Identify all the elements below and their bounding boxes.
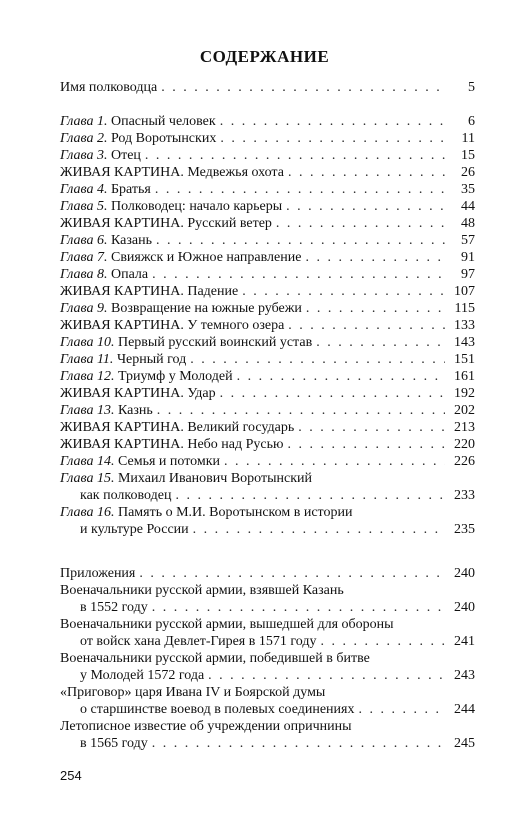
chapter-number: Глава 10.	[60, 335, 115, 350]
toc-entry-title: ЖИВАЯ КАРТИНА. У темного озера	[60, 318, 285, 333]
toc-page-number: 240	[454, 600, 475, 615]
toc-page-number: 48	[461, 216, 475, 231]
dot-leader	[208, 667, 445, 684]
toc-entry-label	[60, 487, 171, 504]
toc-page-number: 107	[454, 284, 475, 299]
dot-leader	[161, 79, 445, 96]
dot-leader	[156, 232, 445, 249]
toc-entry-label	[60, 436, 283, 453]
toc-entry-label	[60, 283, 238, 300]
toc-entry[interactable]	[60, 419, 475, 436]
toc-entry[interactable]	[60, 351, 475, 368]
chapter-number: Глава 13.	[60, 403, 115, 418]
dot-leader	[237, 368, 445, 385]
toc-entry-title: о старшинстве воевод в полевых соединениях	[80, 702, 355, 717]
toc-entry-first-line	[60, 470, 475, 487]
toc-entry-title: Первый русский воинский устав	[114, 335, 313, 350]
toc-entry-label	[60, 79, 157, 96]
toc-entry-label	[60, 266, 148, 283]
chapter-number: Глава 5.	[60, 199, 108, 214]
toc-entry-label	[60, 334, 312, 351]
chapter-number: Глава 12.	[60, 369, 115, 384]
toc-row	[60, 79, 475, 96]
toc-entry-title: у Молодей 1572 года	[80, 668, 205, 683]
toc-entry-label	[60, 232, 152, 249]
toc-entry-title: Имя полководца	[60, 80, 158, 95]
dot-leader	[145, 147, 445, 164]
toc-row	[60, 317, 475, 334]
toc-entry-title: Опасный человек	[107, 114, 216, 129]
toc-page-number: 243	[454, 668, 475, 683]
toc-entry[interactable]	[60, 300, 475, 317]
toc-page-number: 57	[461, 233, 475, 248]
toc-entry[interactable]	[60, 368, 475, 385]
toc-row	[60, 487, 475, 504]
appendix-item-continuation[interactable]	[60, 701, 475, 718]
toc-entry[interactable]	[60, 113, 475, 130]
toc-entry-label	[60, 351, 186, 368]
toc-page-number: 240	[454, 566, 475, 581]
toc-entry-label	[60, 419, 294, 436]
toc-entry-label	[60, 385, 216, 402]
chapter-number: Глава 15.	[60, 471, 115, 486]
toc-page-number: 241	[454, 634, 475, 649]
toc-row	[60, 232, 475, 249]
toc-entry[interactable]	[60, 249, 475, 266]
appendix-entry[interactable]	[60, 565, 475, 582]
appendix-item-continuation[interactable]	[60, 667, 475, 684]
toc-entry-title: ЖИВАЯ КАРТИНА. Великий государь	[60, 420, 295, 435]
toc-entry-label	[60, 402, 153, 419]
chapter-number: Глава 4.	[60, 182, 108, 197]
toc-row	[60, 300, 475, 317]
appendix-item-continuation[interactable]	[60, 735, 475, 752]
toc-entry-label	[60, 599, 148, 616]
toc-entry-title: и культуре России	[80, 522, 189, 537]
toc-entry-label	[60, 565, 135, 582]
appendix-item-first-line: «Приговор» царя Ивана IV и Боярской думы	[60, 685, 326, 700]
dot-leader	[157, 402, 445, 419]
toc-entry-title: от войск хана Девлет-Гирея в 1571 году	[80, 634, 317, 649]
toc-entry-title: ЖИВАЯ КАРТИНА. Падение	[60, 284, 239, 299]
toc-entry-title: ЖИВАЯ КАРТИНА. Медвежья охота	[60, 165, 284, 180]
toc-row	[60, 453, 475, 470]
toc-entry-title: Возвращение на южные рубежи	[107, 301, 302, 316]
toc-row	[60, 215, 475, 232]
toc-row	[60, 368, 475, 385]
toc-entry[interactable]	[60, 436, 475, 453]
toc-entry-label	[60, 130, 216, 147]
appendix-item[interactable]	[60, 582, 475, 616]
toc-entry-title: как полководец	[80, 488, 172, 503]
dot-leader	[190, 351, 445, 368]
dot-leader	[220, 113, 445, 130]
toc-entry[interactable]	[60, 198, 475, 215]
toc-page-number: 213	[454, 420, 475, 435]
toc-entry[interactable]	[60, 232, 475, 249]
chapter-number: Глава 11.	[60, 352, 114, 367]
toc-entry-title: Михаил Иванович Воротынский	[114, 471, 312, 486]
toc-row	[60, 130, 475, 147]
toc-entry-title: Память о М.И. Воротынском в истории	[114, 505, 353, 520]
toc-page-number: 244	[454, 702, 475, 717]
toc-page-number: 220	[454, 437, 475, 452]
chapter-number: Глава 3.	[60, 148, 108, 163]
toc-row	[60, 419, 475, 436]
toc-entry-title: ЖИВАЯ КАРТИНА. Небо над Русью	[60, 437, 284, 452]
toc-entry-title: ЖИВАЯ КАРТИНА. Удар	[60, 386, 216, 401]
toc-entry-continuation[interactable]	[60, 487, 475, 504]
dot-leader	[358, 701, 445, 718]
toc-page-number: 202	[454, 403, 475, 418]
chapter-number: Глава 1.	[60, 114, 108, 129]
toc-entry-title: Триумф у Молодей	[114, 369, 233, 384]
toc-page-number: 192	[454, 386, 475, 401]
toc-entry-label	[60, 215, 272, 232]
toc-row	[60, 599, 475, 616]
toc-page-number: 235	[454, 522, 475, 537]
toc-entry-title: Казнь	[114, 403, 153, 418]
toc-entry-title: Семья и потомки	[114, 454, 221, 469]
dot-leader	[316, 334, 445, 351]
chapter-number: Глава 14.	[60, 454, 115, 469]
toc-page-number: 26	[461, 165, 475, 180]
toc-page-number: 151	[454, 352, 475, 367]
toc-row	[60, 147, 475, 164]
toc-page-number: 35	[461, 182, 475, 197]
toc-page-number: 161	[454, 369, 475, 384]
toc-entry-label	[60, 181, 151, 198]
dot-leader	[220, 130, 445, 147]
toc-entry-label	[60, 300, 302, 317]
toc-row	[60, 198, 475, 215]
toc-page-number: 15	[461, 148, 475, 163]
toc-entry[interactable]	[60, 79, 475, 96]
toc-page-number: 11	[461, 131, 475, 146]
appendix-item-first-line: Военачальники русской армии, взявшей Казань	[60, 583, 344, 598]
appendix-item[interactable]	[60, 650, 475, 684]
toc-row	[60, 701, 475, 718]
toc-row	[60, 283, 475, 300]
toc-row	[60, 436, 475, 453]
toc-entry[interactable]	[60, 402, 475, 419]
toc-entry-label	[60, 147, 141, 164]
toc-entry-label	[60, 113, 216, 130]
toc-entry-title: Братья	[107, 182, 151, 197]
toc-entry-label	[60, 453, 220, 470]
toc-entry-title: Черный год	[113, 352, 187, 367]
appendix-item[interactable]	[60, 616, 475, 650]
toc-entry-title: Опала	[107, 267, 149, 282]
toc-entry[interactable]	[60, 470, 475, 504]
toc-row	[60, 334, 475, 351]
toc-page-number: 233	[454, 488, 475, 503]
toc-row	[60, 181, 475, 198]
dot-leader	[298, 419, 445, 436]
dot-leader	[139, 565, 445, 582]
toc-entry-title: ЖИВАЯ КАРТИНА. Русский ветер	[60, 216, 272, 231]
toc-entry-title: Казань	[107, 233, 152, 248]
toc-entry[interactable]	[60, 504, 475, 538]
toc-entry[interactable]	[60, 164, 475, 181]
toc-entry-label	[60, 249, 301, 266]
toc-page-number: 115	[454, 301, 475, 316]
toc-entry-label	[60, 198, 282, 215]
toc-row	[60, 351, 475, 368]
toc-entry-title: Свияжск и Южное направление	[107, 250, 302, 265]
appendix-item-first-line: Военачальники русской армии, вышедшей для обороны	[60, 617, 394, 632]
toc-page-number: 226	[454, 454, 475, 469]
toc-page-number: 44	[461, 199, 475, 214]
toc-entry[interactable]	[60, 130, 475, 147]
toc-entry-label	[60, 667, 204, 684]
page-number: 254	[60, 768, 82, 783]
chapter-number: Глава 8.	[60, 267, 108, 282]
toc-page-number: 6	[468, 114, 475, 129]
dot-leader	[287, 436, 445, 453]
toc-entry[interactable]	[60, 147, 475, 164]
dot-leader	[155, 181, 445, 198]
toc-entry-title: Приложения	[60, 566, 136, 581]
appendix-item-first-line: Военачальники русской армии, победившей в битве	[60, 651, 370, 666]
toc-entry-title: Отец	[107, 148, 141, 163]
chapter-number: Глава 2.	[60, 131, 108, 146]
appendix-item[interactable]	[60, 684, 475, 718]
dot-leader	[288, 317, 445, 334]
toc-row	[60, 266, 475, 283]
toc-page-number: 245	[454, 736, 475, 751]
toc-entry[interactable]	[60, 215, 475, 232]
toc-row	[60, 385, 475, 402]
dot-leader	[242, 283, 445, 300]
toc-row	[60, 164, 475, 181]
chapter-number: Глава 9.	[60, 301, 108, 316]
toc-entry-title: в 1565 году	[80, 736, 148, 751]
dot-leader	[152, 599, 445, 616]
toc-entry-first-line	[60, 504, 475, 521]
dot-leader	[152, 266, 445, 283]
toc-entry[interactable]	[60, 453, 475, 470]
toc-row	[60, 633, 475, 650]
dot-leader	[276, 215, 445, 232]
appendix-item-continuation[interactable]	[60, 633, 475, 650]
toc-entry-continuation[interactable]	[60, 521, 475, 538]
toc-entry[interactable]	[60, 266, 475, 283]
toc-page-number: 91	[461, 250, 475, 265]
dot-leader	[193, 521, 445, 538]
toc-entry-label	[60, 368, 233, 385]
toc-entry-label	[60, 633, 316, 650]
toc-entry-title: в 1552 году	[80, 600, 148, 615]
dot-leader	[286, 198, 445, 215]
dot-leader	[152, 735, 445, 752]
dot-leader	[175, 487, 445, 504]
toc-entry-label	[60, 164, 284, 181]
toc-row	[60, 667, 475, 684]
appendix-item[interactable]	[60, 718, 475, 752]
toc-page-number: 5	[468, 80, 475, 95]
chapter-number: Глава 6.	[60, 233, 108, 248]
toc-row	[60, 521, 475, 538]
dot-leader	[224, 453, 445, 470]
toc-entry-label	[60, 701, 354, 718]
appendix-item-continuation[interactable]	[60, 599, 475, 616]
toc-page-number: 143	[454, 335, 475, 350]
toc-entry[interactable]	[60, 317, 475, 334]
toc-row	[60, 565, 475, 582]
toc-row	[60, 249, 475, 266]
chapter-number: Глава 16.	[60, 505, 115, 520]
page-title: СОДЕРЖАНИЕ	[199, 47, 330, 66]
toc-entry[interactable]	[60, 283, 475, 300]
dot-leader	[288, 164, 445, 181]
toc-entry-label	[60, 735, 148, 752]
toc-row	[60, 735, 475, 752]
toc-entry-title: Полководец: начало карьеры	[107, 199, 283, 214]
toc-page-number: 97	[461, 267, 475, 282]
toc-entry[interactable]	[60, 334, 475, 351]
toc-row	[60, 402, 475, 419]
toc-row	[60, 113, 475, 130]
appendix-item-first-line: Летописное известие об учреждении опричнины	[60, 719, 352, 734]
chapter-number: Глава 7.	[60, 250, 108, 265]
dot-leader	[320, 633, 445, 650]
toc-page-number: 133	[454, 318, 475, 333]
toc-entry-title: Род Воротынских	[107, 131, 217, 146]
dot-leader	[306, 300, 445, 317]
toc-entry-label	[60, 317, 284, 334]
toc-entry[interactable]	[60, 385, 475, 402]
dot-leader	[220, 385, 445, 402]
dot-leader	[305, 249, 445, 266]
toc-entry[interactable]	[60, 181, 475, 198]
toc-entry-label	[60, 521, 189, 538]
